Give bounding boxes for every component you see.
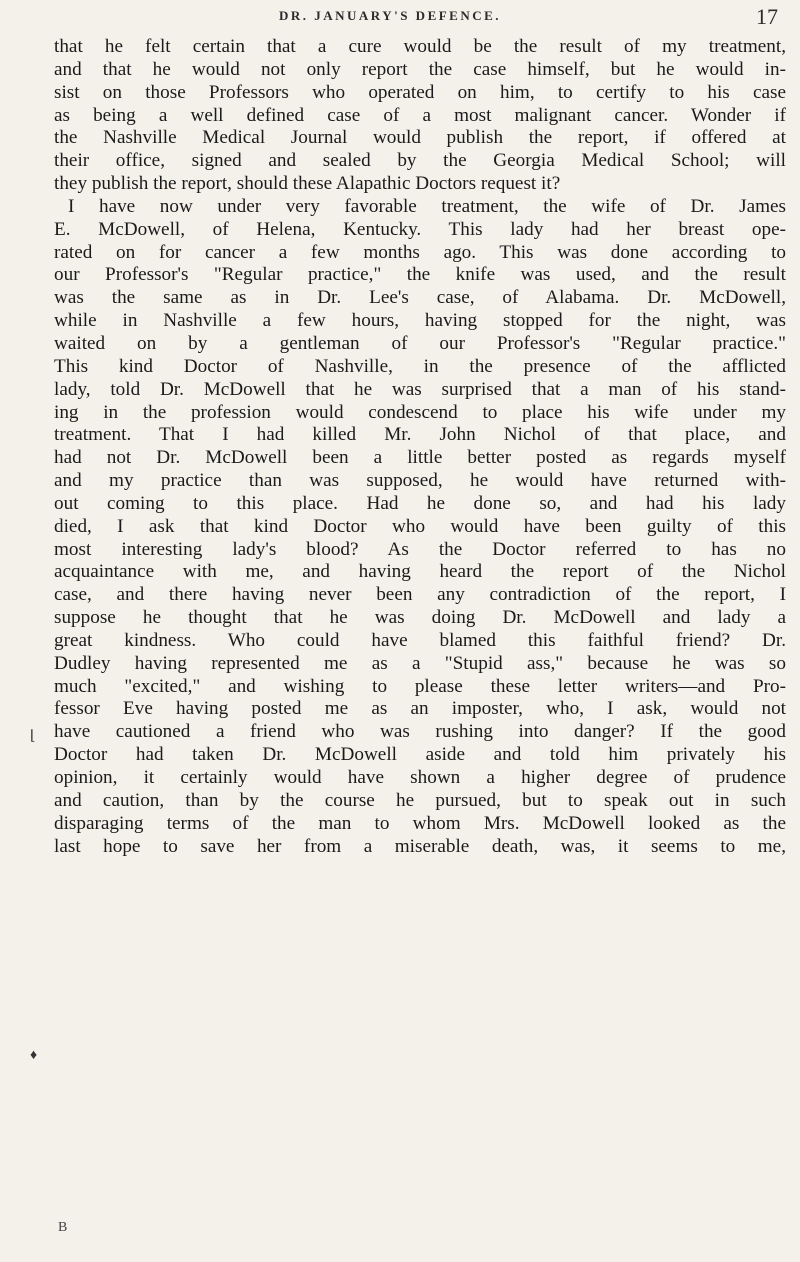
margin-tick-mark: ⌊	[30, 729, 36, 744]
text-line: great kindness. Who could have blamed this faithful friend? Dr.	[54, 629, 786, 651]
text-line: last hope to save her from a miserable death, was, it seems to me,	[54, 835, 786, 857]
text-line: died, I ask that kind Doctor who would have been guilty of this	[54, 515, 786, 537]
text-line: and caution, than by the course he pursued, but to speak out in such	[54, 789, 786, 811]
text-line: acquaintance with me, and having heard the report of the Nichol	[54, 561, 786, 583]
text-line: while in Nashville a few hours, having stopped for the night, was	[54, 310, 786, 332]
text-line: Doctor had taken Dr. McDowell aside and told him privately his	[54, 744, 786, 766]
text-line: have cautioned a friend who was rushing into danger? If the good	[54, 721, 786, 743]
body-text	[54, 36, 786, 858]
text-line: as being a well defined case of a most malignant cancer. Wonder if	[54, 104, 786, 126]
text-line: ing in the profession would condescend to place his wife under my	[54, 401, 786, 423]
text-line: case, and there having never been any contradiction of the report, I	[54, 584, 786, 606]
running-title: DR. JANUARY'S DEFENCE.	[278, 8, 502, 23]
text-line: and my practice than was supposed, he would have returned with-	[54, 470, 786, 492]
text-line: rated on for cancer a few months ago. This was done according to	[54, 241, 786, 263]
text-line: I have now under very favorable treatment, the wife of Dr. James	[68, 195, 786, 217]
page-number: 17	[756, 4, 778, 29]
margin-bullet-mark: ♦	[30, 1048, 38, 1063]
text-line: waited on by a gentleman of our Professor's "Regular practice."	[54, 332, 786, 354]
text-line: Dudley having represented me as a "Stupid ass," because he was so	[54, 652, 786, 674]
text-line: and that he would not only report the case himself, but he would in-	[54, 58, 786, 80]
text-line: sist on those Professors who operated on him, to certify to his case	[54, 81, 786, 103]
text-line: had not Dr. McDowell been a little better posted as regards myself	[54, 447, 786, 469]
text-line: our Professor's "Regular practice," the knife was used, and the result	[54, 264, 786, 286]
text-line: opinion, it certainly would have shown a higher degree of prudence	[54, 767, 786, 788]
text-line: E. McDowell, of Helena, Kentucky. This lady had her breast ope-	[54, 218, 786, 240]
text-line: treatment. That I had killed Mr. John Nichol of that place, and	[54, 424, 786, 446]
text-line: out coming to this place. Had he done so, and had his lady	[54, 492, 786, 514]
text-line: they publish the report, should these Alapathic Doctors request it?	[54, 173, 561, 195]
text-line: This kind Doctor of Nashville, in the presence of the afflicted	[54, 355, 786, 377]
signature-mark: B	[58, 1220, 68, 1235]
text-line: was the same as in Dr. Lee's case, of Alabama. Dr. McDowell,	[54, 287, 786, 309]
text-line: their office, signed and sealed by the Georgia Medical School; will	[54, 150, 786, 172]
text-line: suppose he thought that he was doing Dr. McDowell and lady a	[54, 607, 786, 629]
running-head	[40, 4, 778, 32]
text-line: the Nashville Medical Journal would publish the report, if offered at	[54, 127, 786, 149]
text-line: fessor Eve having posted me as an imposter, who, I ask, would not	[54, 698, 786, 720]
text-line: disparaging terms of the man to whom Mrs. McDowell looked as the	[54, 812, 786, 834]
text-line: that he felt certain that a cure would be the result of my treatment,	[54, 36, 786, 57]
text-line: much "excited," and wishing to please these letter writers—and Pro-	[54, 675, 786, 697]
text-line: most interesting lady's blood? As the Doctor referred to has no	[54, 538, 786, 560]
text-line: lady, told Dr. McDowell that he was surprised that a man of his stand-	[54, 378, 786, 400]
